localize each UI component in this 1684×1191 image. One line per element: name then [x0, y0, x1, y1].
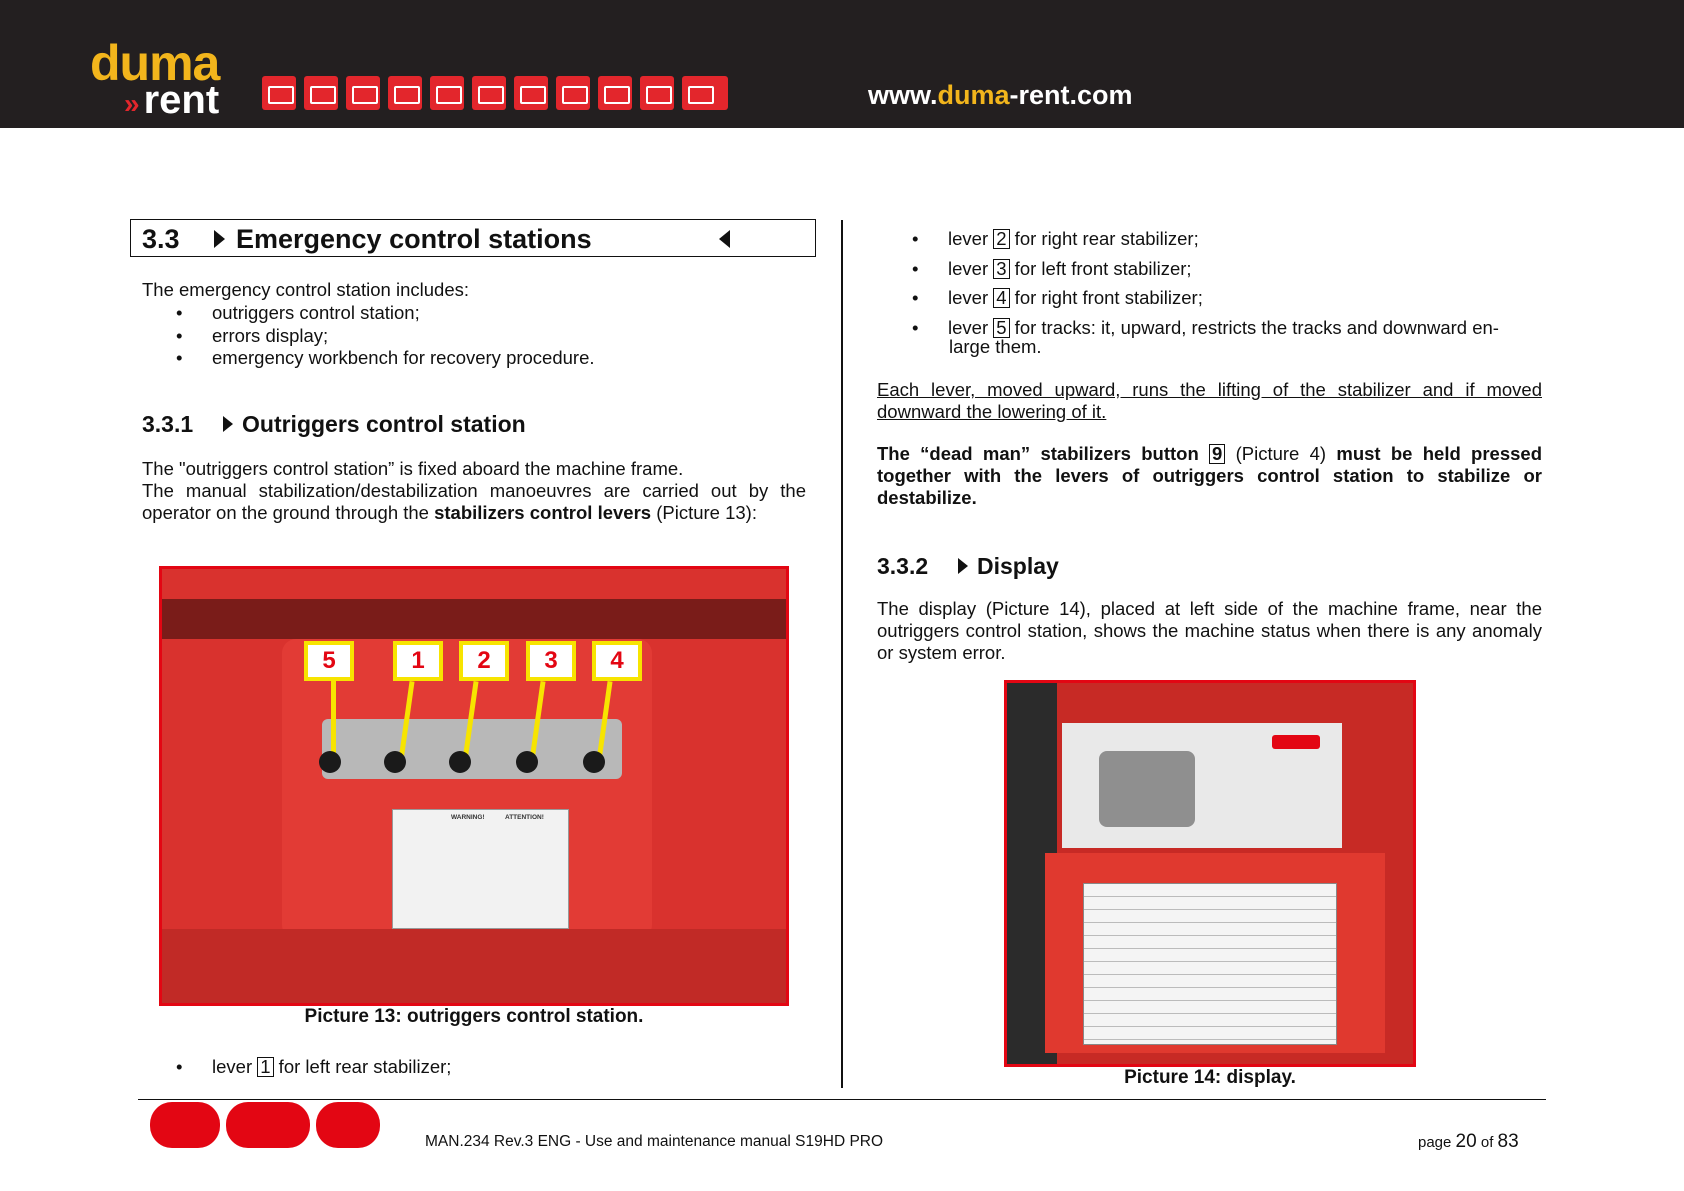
lever-desc: for tracks: it, upward, restricts the tracks and downward en- — [1009, 316, 1499, 338]
photo-floor — [162, 929, 789, 1006]
scissor-lift-icon — [304, 76, 338, 110]
excavator-icon — [472, 76, 506, 110]
logo-rent-word: rent — [143, 78, 220, 122]
lever-item-4 — [912, 283, 1542, 313]
column-divider — [841, 220, 843, 1088]
website-url[interactable] — [868, 80, 1133, 111]
footer-divider — [138, 1099, 1546, 1100]
picture-13-caption: Picture 13: outriggers control station. — [304, 1006, 644, 1027]
picture-13-outriggers-photo — [159, 566, 789, 1006]
list-item: • emergency workbench for recovery procedure. — [176, 347, 595, 370]
lever-number: 5 — [993, 318, 1009, 338]
page-word: page — [1418, 1134, 1452, 1151]
section-title: Emergency control stations — [236, 224, 592, 254]
lever-word: lever — [948, 228, 989, 249]
mast-lift-icon — [346, 76, 380, 110]
callout-4: 4 — [592, 641, 642, 681]
logo-rent-text — [124, 80, 219, 124]
backhoe-icon — [430, 76, 464, 110]
warning-label-title-2: ATTENTION! — [505, 814, 544, 821]
warning-label — [392, 809, 569, 929]
picture-14-caption: Picture 14: display. — [1124, 1067, 1296, 1088]
list-item: • errors display; — [176, 325, 595, 348]
lever-knob — [449, 751, 471, 773]
lever-number: 3 — [993, 259, 1009, 279]
error-code-sticker — [1083, 883, 1337, 1045]
deadman-text-b: (Picture 4) — [1225, 443, 1337, 464]
lever-word: lever — [948, 257, 989, 279]
callout-3: 3 — [526, 641, 576, 681]
warning-label-title-1: WARNING! — [451, 814, 485, 821]
lever-item-3 — [912, 254, 1542, 284]
lever-list-left — [176, 1056, 451, 1078]
lever-desc: for left front stabilizer; — [1009, 257, 1192, 279]
compact-loader-icon — [514, 76, 548, 110]
subsection-number: 3.3.1 — [142, 411, 194, 437]
triangle-left-icon — [719, 230, 730, 248]
sub1-paragraph-2 — [142, 480, 806, 524]
lever-word: lever — [212, 1056, 253, 1077]
lever-knob — [583, 751, 605, 773]
photo-background — [162, 599, 789, 639]
lever-line-5 — [331, 681, 336, 761]
page-number — [1418, 1131, 1519, 1153]
lever-list-right — [912, 224, 1542, 342]
of-word: of — [1480, 1134, 1494, 1151]
url-accent: duma — [937, 80, 1010, 110]
deadman-text-c: must be held pressed together with the levers of outriggers control station to stabilize or destabilize. — [877, 443, 1542, 508]
triangle-right-icon — [958, 558, 968, 574]
subsection-heading-3-3-1 — [142, 411, 642, 441]
para2-bold: stabilizers control levers — [434, 502, 652, 523]
subsection-title: Outriggers control station — [242, 411, 526, 437]
crane-icon — [640, 76, 674, 110]
lever-desc: for left rear stabilizer; — [273, 1056, 452, 1077]
header-bar — [0, 0, 1684, 128]
lever-desc: for right rear stabilizer; — [1009, 228, 1199, 249]
telehandler-icon — [262, 76, 296, 110]
cmc-logo — [150, 1102, 380, 1148]
spider-lift-icon — [598, 76, 632, 110]
lever-direction-note: Each lever, moved upward, runs the lifting of the stabilizer and if moved downward the lowering of it. — [877, 379, 1542, 422]
lever-knob — [384, 751, 406, 773]
sub2-paragraph: The display (Picture 14), placed at left side of the machine frame, near the outriggers control station, shows the machine status when there is any anomaly or system error. — [877, 598, 1542, 663]
deadman-button-number: 9 — [1209, 444, 1225, 464]
logo-chevron: » — [124, 88, 140, 119]
intro-list — [176, 302, 595, 370]
lever-number: 2 — [993, 229, 1009, 249]
para2-text-c: (Picture 13): — [651, 502, 757, 523]
forklift-icon — [388, 76, 422, 110]
triangle-right-icon — [214, 230, 225, 248]
truck-icon — [682, 76, 728, 110]
intro-text: The emergency control station includes: — [142, 279, 470, 300]
picture-14-display-photo — [1004, 680, 1416, 1067]
list-item: • outriggers control station; — [176, 302, 595, 325]
total-pages: 83 — [1497, 1131, 1519, 1152]
lever-5-continuation: large them. — [949, 336, 1042, 357]
mini-excavator-icon — [556, 76, 590, 110]
logo-duma-text: duma — [90, 35, 220, 91]
url-prefix: www. — [868, 80, 938, 110]
deadman-warning — [877, 443, 1542, 509]
section-heading-box — [130, 219, 816, 257]
lever-knob — [516, 751, 538, 773]
url-suffix: -rent.com — [1009, 80, 1133, 110]
deadman-text-a: The “dead man” stabilizers button — [877, 443, 1210, 464]
para2-text-a: The manual stabilization/destabilization manoeuvres are carried out by the operator on the ground through the — [142, 480, 806, 523]
display-screen — [1099, 751, 1195, 827]
footer-manual-reference: MAN.234 Rev.3 ENG - Use and maintenance manual S19HD PRO — [425, 1133, 884, 1150]
section-number: 3.3 — [142, 224, 180, 254]
callout-5: 5 — [304, 641, 354, 681]
subsection-number: 3.3.2 — [877, 553, 929, 579]
duma-rent-logo — [90, 35, 240, 122]
lever-item-2 — [912, 224, 1542, 254]
cmc-brand-sticker — [1272, 735, 1320, 749]
callout-2: 2 — [459, 641, 509, 681]
lever-word: lever — [948, 316, 989, 338]
triangle-right-icon — [223, 416, 233, 432]
lever-knob — [319, 751, 341, 773]
subsection-title: Display — [977, 553, 1059, 579]
sub1-paragraph-1: The "outriggers control station” is fixed aboard the machine frame. — [142, 458, 684, 479]
machine-icons-strip — [262, 76, 728, 110]
subsection-heading-3-3-2 — [877, 553, 1377, 583]
callout-1: 1 — [393, 641, 443, 681]
lever-number: 4 — [993, 288, 1009, 308]
lever-item-1 — [176, 1056, 451, 1078]
lever-number: 1 — [257, 1057, 273, 1077]
lever-desc: for right front stabilizer; — [1009, 287, 1203, 308]
lever-word: lever — [948, 287, 989, 308]
current-page: 20 — [1455, 1131, 1477, 1152]
